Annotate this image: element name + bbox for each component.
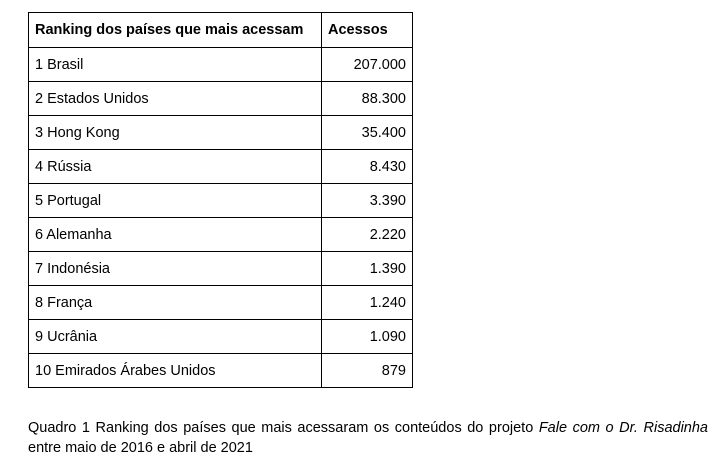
- cell-ranking: 2 Estados Unidos: [29, 82, 322, 116]
- cell-ranking: 3 Hong Kong: [29, 116, 322, 150]
- table-row: [29, 354, 413, 388]
- table-row: [29, 286, 413, 320]
- cell-acessos: 35.400: [322, 116, 413, 150]
- table-row: [29, 150, 413, 184]
- header-ranking: Ranking dos países que mais acessam: [29, 13, 322, 48]
- caption-prefix: Quadro 1 Ranking dos países que mais acessaram os conteúdos do projeto: [28, 419, 539, 436]
- cell-acessos: 1.090: [322, 320, 413, 354]
- table-row: [29, 252, 413, 286]
- header-acessos: Acessos: [322, 13, 413, 48]
- cell-acessos: 879: [322, 354, 413, 388]
- cell-acessos: 1.390: [322, 252, 413, 286]
- cell-ranking: 8 França: [29, 286, 322, 320]
- table-row: [29, 116, 413, 150]
- table-row: [29, 184, 413, 218]
- cell-ranking: 9 Ucrânia: [29, 320, 322, 354]
- cell-acessos: 88.300: [322, 82, 413, 116]
- caption-suffix: entre maio de 2016 e abril de 2021: [28, 439, 253, 456]
- cell-acessos: 2.220: [322, 218, 413, 252]
- cell-acessos: 8.430: [322, 150, 413, 184]
- table-row: [29, 82, 413, 116]
- cell-acessos: 3.390: [322, 184, 413, 218]
- cell-ranking: 4 Rússia: [29, 150, 322, 184]
- cell-ranking: 10 Emirados Árabes Unidos: [29, 354, 322, 388]
- cell-acessos: 1.240: [322, 286, 413, 320]
- table-header-row: [29, 13, 413, 48]
- table-caption: [28, 418, 708, 458]
- ranking-table: [28, 12, 413, 388]
- cell-ranking: 1 Brasil: [29, 48, 322, 82]
- cell-ranking: 7 Indonésia: [29, 252, 322, 286]
- table-row: [29, 48, 413, 82]
- table-row: [29, 320, 413, 354]
- cell-acessos: 207.000: [322, 48, 413, 82]
- table-row: [29, 218, 413, 252]
- caption-project-name: Fale com o Dr. Risadinha: [538, 419, 708, 436]
- cell-ranking: 6 Alemanha: [29, 218, 322, 252]
- cell-ranking: 5 Portugal: [29, 184, 322, 218]
